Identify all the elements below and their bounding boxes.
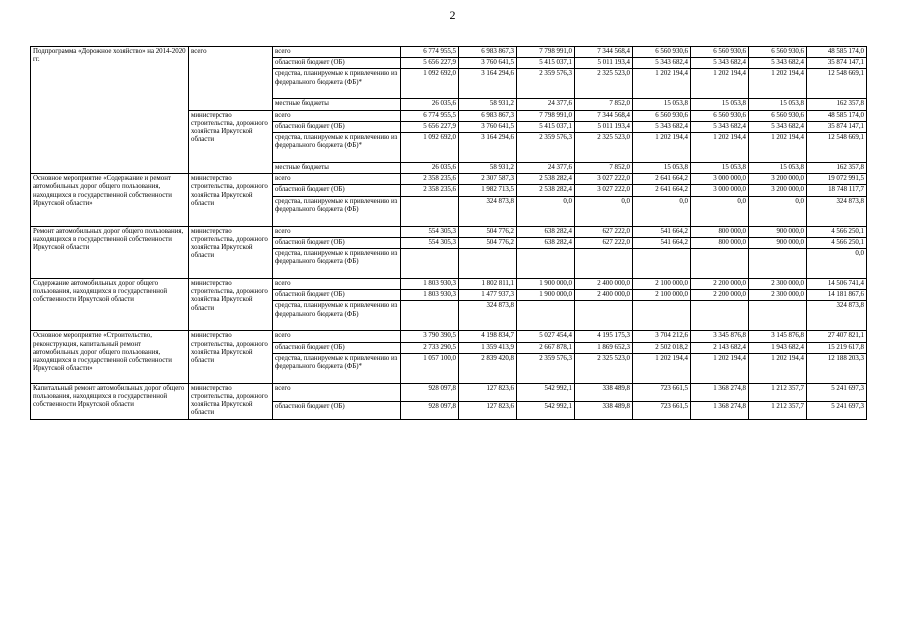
year-value-cell: 1 212 357,7 <box>749 383 807 401</box>
year-value-cell: 0,0 <box>749 196 807 226</box>
funding-source-cell: всего <box>273 226 401 237</box>
year-value-cell: 6 774 955,5 <box>401 110 459 121</box>
year-value-cell: 127 823,6 <box>459 401 517 419</box>
funding-source-cell: всего <box>273 383 401 401</box>
year-value-cell: 723 661,5 <box>633 383 691 401</box>
year-value-cell: 15 053,8 <box>691 163 749 174</box>
year-value-cell <box>633 301 691 331</box>
year-value-cell: 6 983 867,3 <box>459 110 517 121</box>
measure-name-cell: Подпрограмма «Дорожное хозяйство» на 2014-2020 гг. <box>31 47 189 111</box>
year-value-cell: 1 900 000,0 <box>517 290 575 301</box>
year-value-cell: 3 790 390,5 <box>401 331 459 342</box>
year-value-cell <box>691 249 749 279</box>
funding-source-cell: средства, планируемые к привлечению из федерального бюджета (ФБ) <box>273 196 401 226</box>
year-value-cell: 1 803 930,3 <box>401 290 459 301</box>
year-value-cell: 24 377,6 <box>517 163 575 174</box>
year-value-cell: 3 760 641,5 <box>459 58 517 69</box>
year-value-cell: 900 000,0 <box>749 237 807 248</box>
year-value-cell: 542 992,1 <box>517 383 575 401</box>
table-row <box>31 226 867 237</box>
year-value-cell <box>575 301 633 331</box>
year-value-cell: 7 344 568,4 <box>575 110 633 121</box>
year-value-cell: 2 300 000,0 <box>749 279 807 290</box>
funding-source-cell: областной бюджет (ОБ) <box>273 237 401 248</box>
total-value-cell: 324 873,8 <box>807 196 867 226</box>
year-value-cell: 1 803 930,3 <box>401 279 459 290</box>
year-value-cell: 1 202 194,4 <box>749 353 807 383</box>
total-value-cell: 19 072 991,5 <box>807 174 867 185</box>
year-value-cell: 7 798 991,0 <box>517 47 575 58</box>
year-value-cell: 1 202 194,4 <box>749 69 807 99</box>
year-value-cell: 5 415 037,1 <box>517 121 575 132</box>
year-value-cell: 1 202 194,4 <box>633 353 691 383</box>
year-value-cell: 0,0 <box>633 196 691 226</box>
year-value-cell: 5 343 682,4 <box>749 58 807 69</box>
total-value-cell: 35 874 147,1 <box>807 121 867 132</box>
year-value-cell: 1 202 194,4 <box>691 133 749 163</box>
year-value-cell <box>691 301 749 331</box>
table-row <box>31 279 867 290</box>
budget-table <box>30 46 867 420</box>
year-value-cell: 3 760 641,5 <box>459 121 517 132</box>
funding-source-cell: всего <box>273 47 401 58</box>
year-value-cell: 338 489,8 <box>575 401 633 419</box>
total-value-cell: 162 357,8 <box>807 99 867 110</box>
year-value-cell: 1 368 274,8 <box>691 401 749 419</box>
year-value-cell: 723 661,5 <box>633 401 691 419</box>
year-value-cell: 2 300 000,0 <box>749 290 807 301</box>
year-value-cell: 1 368 274,8 <box>691 383 749 401</box>
year-value-cell: 0,0 <box>575 196 633 226</box>
year-value-cell: 5 656 227,9 <box>401 58 459 69</box>
year-value-cell: 627 222,0 <box>575 237 633 248</box>
year-value-cell: 3 000 000,0 <box>691 185 749 196</box>
year-value-cell: 638 282,4 <box>517 226 575 237</box>
year-value-cell <box>401 196 459 226</box>
year-value-cell: 554 305,3 <box>401 237 459 248</box>
year-value-cell: 900 000,0 <box>749 226 807 237</box>
year-value-cell: 2 100 000,0 <box>633 279 691 290</box>
year-value-cell: 6 560 930,6 <box>633 47 691 58</box>
year-value-cell: 5 343 682,4 <box>691 58 749 69</box>
year-value-cell: 2 325 523,0 <box>575 69 633 99</box>
year-value-cell: 2 358 235,6 <box>401 174 459 185</box>
measure-name-cell: Основное мероприятие «Строительство, реконструкция, капитальный ремонт автомобильных дорог общего пользования, находящихся в государственной собственности Иркутской области» <box>31 331 189 383</box>
year-value-cell: 2 359 576,3 <box>517 353 575 383</box>
funding-source-cell: областной бюджет (ОБ) <box>273 401 401 419</box>
measure-name-cell: Основное мероприятие «Содержание и ремонт автомобильных дорог общего пользования, находящихся в государственной собственности Иркутской области» <box>31 174 189 226</box>
funding-source-cell: областной бюджет (ОБ) <box>273 290 401 301</box>
year-value-cell <box>749 249 807 279</box>
funding-source-cell: областной бюджет (ОБ) <box>273 58 401 69</box>
year-value-cell: 5 415 037,1 <box>517 58 575 69</box>
funding-source-cell: областной бюджет (ОБ) <box>273 121 401 132</box>
year-value-cell: 2 400 000,0 <box>575 279 633 290</box>
year-value-cell: 5 027 454,4 <box>517 331 575 342</box>
year-value-cell: 6 560 930,6 <box>691 47 749 58</box>
year-value-cell: 3 164 294,6 <box>459 69 517 99</box>
year-value-cell: 15 053,8 <box>633 99 691 110</box>
year-value-cell: 2 100 000,0 <box>633 290 691 301</box>
executor-cell: министерство строительства, дорожного хозяйства Иркутской области <box>189 110 273 174</box>
year-value-cell: 638 282,4 <box>517 237 575 248</box>
year-value-cell: 2 307 587,3 <box>459 174 517 185</box>
year-value-cell: 6 560 930,6 <box>749 110 807 121</box>
year-value-cell: 4 198 834,7 <box>459 331 517 342</box>
total-value-cell: 18 748 117,7 <box>807 185 867 196</box>
year-value-cell: 928 097,8 <box>401 401 459 419</box>
year-value-cell: 15 053,8 <box>691 99 749 110</box>
funding-source-cell: местные бюджеты <box>273 99 401 110</box>
total-value-cell: 0,0 <box>807 249 867 279</box>
year-value-cell: 1 982 713,5 <box>459 185 517 196</box>
year-value-cell: 5 343 682,4 <box>749 121 807 132</box>
total-value-cell: 4 566 250,1 <box>807 226 867 237</box>
year-value-cell: 1 202 194,4 <box>691 353 749 383</box>
total-value-cell: 12 548 669,1 <box>807 133 867 163</box>
year-value-cell: 1 202 194,4 <box>749 133 807 163</box>
funding-source-cell: всего <box>273 174 401 185</box>
table-row <box>31 174 867 185</box>
year-value-cell: 3 704 212,6 <box>633 331 691 342</box>
year-value-cell: 338 489,8 <box>575 383 633 401</box>
total-value-cell: 27 407 821,1 <box>807 331 867 342</box>
measure-name-cell: Ремонт автомобильных дорог общего пользования, находящихся в государственной собственности Иркутской области <box>31 226 189 278</box>
year-value-cell <box>575 249 633 279</box>
year-value-cell: 5 343 682,4 <box>633 58 691 69</box>
year-value-cell: 7 798 991,0 <box>517 110 575 121</box>
year-value-cell: 15 053,8 <box>749 163 807 174</box>
year-value-cell: 2 358 235,6 <box>401 185 459 196</box>
year-value-cell: 1 092 692,0 <box>401 133 459 163</box>
year-value-cell: 7 852,0 <box>575 99 633 110</box>
year-value-cell: 2 641 664,2 <box>633 185 691 196</box>
funding-source-cell: средства, планируемые к привлечению из федерального бюджета (ФБ) <box>273 249 401 279</box>
year-value-cell: 7 344 568,4 <box>575 47 633 58</box>
total-value-cell: 35 874 147,1 <box>807 58 867 69</box>
year-value-cell: 5 656 227,9 <box>401 121 459 132</box>
year-value-cell: 3 200 000,0 <box>749 174 807 185</box>
year-value-cell: 541 664,2 <box>633 237 691 248</box>
year-value-cell: 1 802 811,1 <box>459 279 517 290</box>
year-value-cell: 2 200 000,0 <box>691 290 749 301</box>
year-value-cell: 1 202 194,4 <box>633 69 691 99</box>
measure-name-cell: Содержание автомобильных дорог общего пользования, находящихся в государственной собственности Иркутской области <box>31 279 189 331</box>
year-value-cell: 3 145 876,8 <box>749 331 807 342</box>
year-value-cell: 554 305,3 <box>401 226 459 237</box>
total-value-cell: 48 585 174,0 <box>807 110 867 121</box>
year-value-cell: 1 359 413,9 <box>459 342 517 353</box>
year-value-cell <box>517 301 575 331</box>
total-value-cell: 12 548 669,1 <box>807 69 867 99</box>
total-value-cell: 12 188 203,3 <box>807 353 867 383</box>
year-value-cell: 58 931,2 <box>459 99 517 110</box>
year-value-cell: 5 011 193,4 <box>575 58 633 69</box>
year-value-cell: 1 057 100,0 <box>401 353 459 383</box>
year-value-cell: 504 776,2 <box>459 226 517 237</box>
year-value-cell: 0,0 <box>517 196 575 226</box>
total-value-cell: 5 241 697,3 <box>807 401 867 419</box>
funding-source-cell: средства, планируемые к привлечению из федерального бюджета (ФБ)* <box>273 353 401 383</box>
total-value-cell: 324 873,8 <box>807 301 867 331</box>
year-value-cell: 2 200 000,0 <box>691 279 749 290</box>
funding-source-cell: средства, планируемые к привлечению из федерального бюджета (ФБ)* <box>273 69 401 99</box>
year-value-cell: 127 823,6 <box>459 383 517 401</box>
year-value-cell: 3 200 000,0 <box>749 185 807 196</box>
year-value-cell: 928 097,8 <box>401 383 459 401</box>
year-value-cell: 3 000 000,0 <box>691 174 749 185</box>
year-value-cell: 26 035,6 <box>401 99 459 110</box>
year-value-cell: 7 852,0 <box>575 163 633 174</box>
year-value-cell: 58 931,2 <box>459 163 517 174</box>
year-value-cell: 542 992,1 <box>517 401 575 419</box>
year-value-cell: 15 053,8 <box>633 163 691 174</box>
year-value-cell: 6 560 930,6 <box>633 110 691 121</box>
year-value-cell <box>401 301 459 331</box>
table-row <box>31 110 867 121</box>
year-value-cell: 2 667 878,1 <box>517 342 575 353</box>
total-value-cell: 14 506 741,4 <box>807 279 867 290</box>
year-value-cell: 324 873,8 <box>459 196 517 226</box>
total-value-cell: 5 241 697,3 <box>807 383 867 401</box>
year-value-cell: 3 164 294,6 <box>459 133 517 163</box>
year-value-cell: 2 641 664,2 <box>633 174 691 185</box>
measure-name-cell <box>31 110 189 174</box>
executor-cell: министерство строительства, дорожного хозяйства Иркутской области <box>189 279 273 331</box>
year-value-cell <box>401 249 459 279</box>
total-value-cell: 15 219 617,8 <box>807 342 867 353</box>
year-value-cell: 5 011 193,4 <box>575 121 633 132</box>
year-value-cell <box>459 249 517 279</box>
year-value-cell: 1 202 194,4 <box>691 69 749 99</box>
year-value-cell: 324 873,8 <box>459 301 517 331</box>
year-value-cell: 2 325 523,0 <box>575 133 633 163</box>
funding-source-cell: всего <box>273 110 401 121</box>
year-value-cell: 1 212 357,7 <box>749 401 807 419</box>
year-value-cell: 1 202 194,4 <box>633 133 691 163</box>
year-value-cell: 5 343 682,4 <box>691 121 749 132</box>
year-value-cell: 2 143 682,4 <box>691 342 749 353</box>
year-value-cell: 0,0 <box>691 196 749 226</box>
total-value-cell: 4 566 250,1 <box>807 237 867 248</box>
year-value-cell <box>633 249 691 279</box>
year-value-cell: 1 477 937,3 <box>459 290 517 301</box>
year-value-cell: 3 345 876,8 <box>691 331 749 342</box>
year-value-cell <box>517 249 575 279</box>
year-value-cell: 1 869 652,3 <box>575 342 633 353</box>
year-value-cell: 2 538 282,4 <box>517 174 575 185</box>
year-value-cell: 15 053,8 <box>749 99 807 110</box>
year-value-cell: 6 560 930,6 <box>691 110 749 121</box>
year-value-cell: 2 359 576,3 <box>517 69 575 99</box>
year-value-cell: 3 027 222,0 <box>575 174 633 185</box>
year-value-cell: 2 400 000,0 <box>575 290 633 301</box>
year-value-cell: 24 377,6 <box>517 99 575 110</box>
funding-source-cell: областной бюджет (ОБ) <box>273 342 401 353</box>
year-value-cell: 26 035,6 <box>401 163 459 174</box>
year-value-cell: 2 325 523,0 <box>575 353 633 383</box>
funding-source-cell: областной бюджет (ОБ) <box>273 185 401 196</box>
funding-source-cell: средства, планируемые к привлечению из федерального бюджета (ФБ) <box>273 301 401 331</box>
year-value-cell: 2 502 018,2 <box>633 342 691 353</box>
year-value-cell: 504 776,2 <box>459 237 517 248</box>
executor-cell: всего <box>189 47 273 111</box>
year-value-cell: 2 839 420,8 <box>459 353 517 383</box>
total-value-cell: 48 585 174,0 <box>807 47 867 58</box>
year-value-cell: 3 027 222,0 <box>575 185 633 196</box>
funding-source-cell: средства, планируемые к привлечению из федерального бюджета (ФБ)* <box>273 133 401 163</box>
funding-source-cell: всего <box>273 279 401 290</box>
total-value-cell: 14 181 867,6 <box>807 290 867 301</box>
year-value-cell: 1 900 000,0 <box>517 279 575 290</box>
year-value-cell: 5 343 682,4 <box>633 121 691 132</box>
year-value-cell: 2 538 282,4 <box>517 185 575 196</box>
total-value-cell: 162 357,8 <box>807 163 867 174</box>
year-value-cell: 6 560 930,6 <box>749 47 807 58</box>
year-value-cell <box>749 301 807 331</box>
executor-cell: министерство строительства, дорожного хозяйства Иркутской области <box>189 331 273 383</box>
executor-cell: министерство строительства, дорожного хозяйства Иркутской области <box>189 174 273 226</box>
measure-name-cell: Капитальный ремонт автомобильных дорог общего пользования, находящихся в государственной собственности Иркутской области <box>31 383 189 419</box>
year-value-cell: 6 774 955,5 <box>401 47 459 58</box>
table-row <box>31 383 867 401</box>
table-row <box>31 47 867 58</box>
funding-source-cell: местные бюджеты <box>273 163 401 174</box>
year-value-cell: 2 733 290,5 <box>401 342 459 353</box>
year-value-cell: 800 000,0 <box>691 237 749 248</box>
executor-cell: министерство строительства, дорожного хозяйства Иркутской области <box>189 226 273 278</box>
year-value-cell: 800 000,0 <box>691 226 749 237</box>
executor-cell: министерство строительства, дорожного хозяйства Иркутской области <box>189 383 273 419</box>
table-row <box>31 331 867 342</box>
year-value-cell: 4 195 175,3 <box>575 331 633 342</box>
year-value-cell: 6 983 867,3 <box>459 47 517 58</box>
funding-source-cell: всего <box>273 331 401 342</box>
year-value-cell: 1 092 692,0 <box>401 69 459 99</box>
year-value-cell: 627 222,0 <box>575 226 633 237</box>
year-value-cell: 1 943 682,4 <box>749 342 807 353</box>
year-value-cell: 541 664,2 <box>633 226 691 237</box>
year-value-cell: 2 359 576,3 <box>517 133 575 163</box>
page-number: 2 <box>449 8 456 22</box>
